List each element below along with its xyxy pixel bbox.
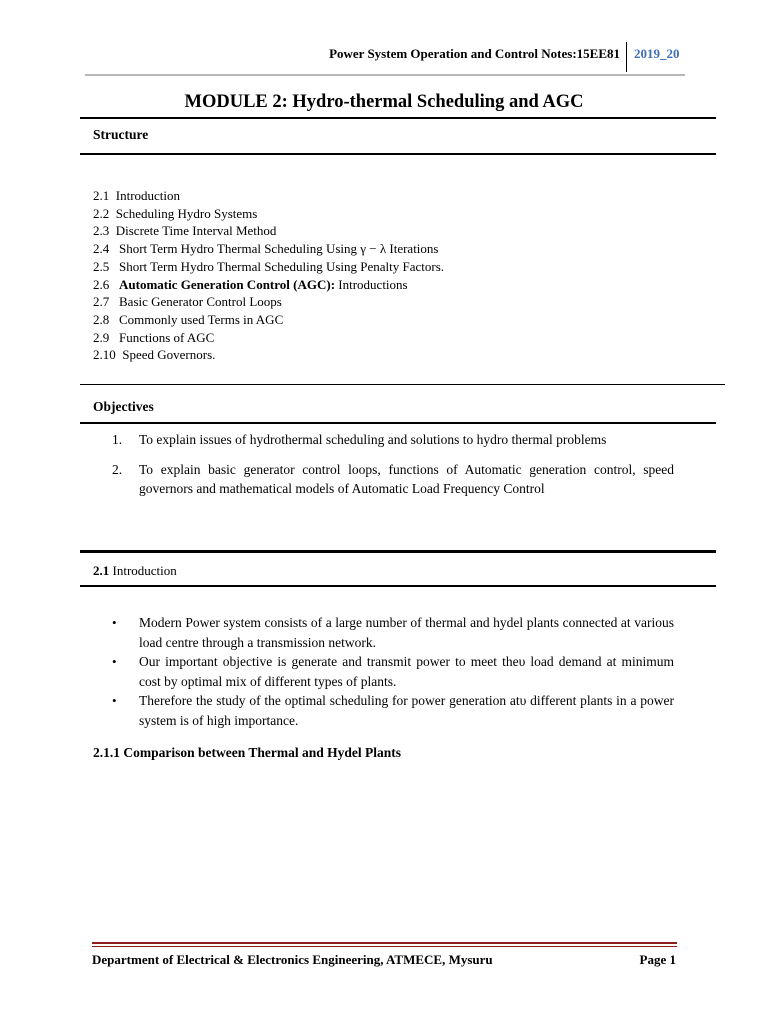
structure-item: 2.3 Discrete Time Interval Method [93, 223, 277, 239]
structure-item: 2.10 Speed Governors. [93, 347, 216, 363]
bullet-item: • Modern Power system consists of a large number of thermal and hydel plants connected at various load centre through a transmission network. [112, 613, 674, 652]
structure-list [93, 187, 444, 364]
header-separator [626, 42, 627, 72]
bullet-item: • Therefore the study of the optimal scheduling for power generation atυ different plants in a power system is of high importance. [112, 691, 674, 730]
structure-heading: Structure [93, 127, 149, 142]
objectives-top-rule [80, 384, 725, 385]
structure-item: 2.8 Commonly used Terms in AGC [93, 311, 284, 327]
footer-page-number: Page 1 [639, 952, 676, 967]
subsection-heading: 2.1.1 Comparison between Thermal and Hydel Plants [93, 745, 402, 760]
structure-item: 2.1 Introduction [93, 188, 181, 203]
intro-bullet-list [112, 613, 674, 730]
intro-heading: 2.1 Introduction [93, 563, 177, 578]
footer-department: Department of Electrical & Electronics Engineering, ATMECE, Mysuru [92, 952, 493, 967]
bullet-icon: • [112, 693, 117, 708]
structure-top-rule [80, 117, 716, 119]
structure-bottom-rule [80, 153, 716, 155]
objective-item: 2. To explain basic generator control loops, functions of Automatic generation control, speed governors and mathematical models of Automatic Load Frequency Control [112, 461, 674, 496]
module-title: MODULE 2: Hydro-thermal Scheduling and AGC [184, 92, 584, 112]
bullet-icon: • [112, 654, 117, 669]
objective-item: 1. To explain issues of hydrothermal scheduling and solutions to hydro thermal problems [112, 432, 607, 447]
header-rule [85, 74, 685, 76]
objectives-bottom-rule [80, 422, 716, 424]
running-header-title: Power System Operation and Control Notes:15EE81 [329, 46, 620, 61]
bullet-icon: • [112, 615, 117, 630]
objectives-heading: Objectives [93, 399, 154, 414]
footer-rule-thin [92, 946, 677, 947]
intro-bottom-rule [80, 585, 716, 587]
bullet-item: • Our important objective is generate and transmit power to meet theυ load demand at minimum cost by optimal mix of different types of plants. [112, 652, 674, 691]
structure-item: 2.6 Automatic Generation Control (AGC): Introductions [93, 276, 408, 292]
structure-item: 2.9 Functions of AGC [93, 329, 215, 345]
structure-item: 2.5 Short Term Hydro Thermal Scheduling Using Penalty Factors. [93, 258, 445, 274]
structure-item: 2.2 Scheduling Hydro Systems [93, 205, 258, 221]
intro-top-rule [80, 550, 716, 553]
footer-rule [92, 942, 677, 944]
objectives-list [112, 430, 674, 499]
structure-item: 2.4 Short Term Hydro Thermal Scheduling Using γ − λ Iterations [93, 241, 439, 257]
running-header-year: 2019_20 [634, 46, 680, 61]
structure-item: 2.7 Basic Generator Control Loops [93, 294, 282, 310]
